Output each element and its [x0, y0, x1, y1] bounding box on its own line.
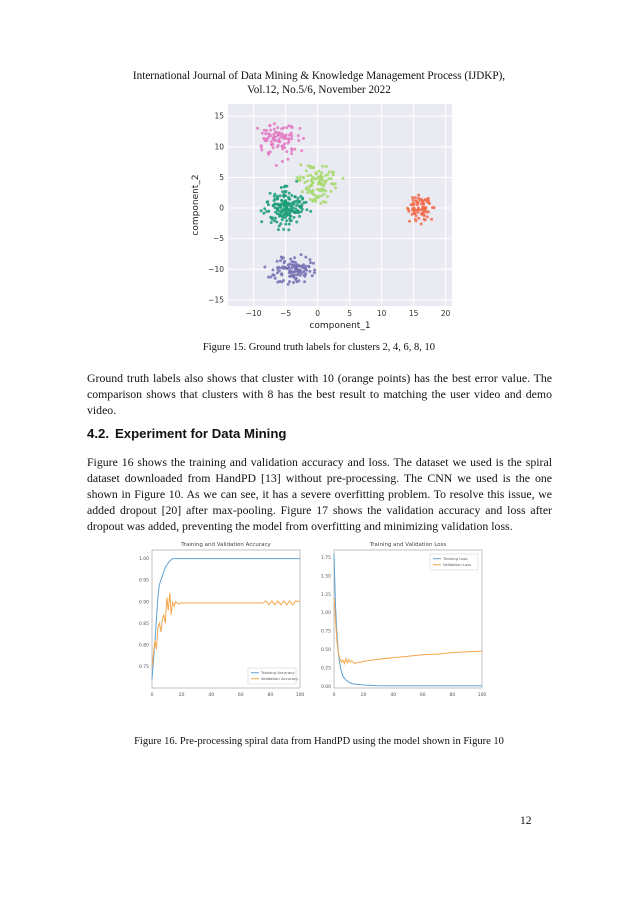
y-tick-label: 0.95 — [138, 578, 149, 584]
scatter-point — [304, 267, 307, 270]
scatter-point — [264, 132, 267, 135]
scatter-point — [261, 132, 264, 135]
y-tick-label: 1.00 — [138, 557, 149, 563]
scatter-point — [306, 180, 309, 183]
scatter-point — [293, 256, 296, 259]
scatter-point — [298, 215, 301, 218]
scatter-point — [256, 127, 259, 130]
x-tick-label: 5 — [347, 309, 352, 318]
scatter-point — [278, 133, 281, 136]
figure-16-loss-chart — [308, 538, 488, 704]
scatter-point — [288, 263, 291, 266]
paragraph-ground-truth: Ground truth labels also shows that cluster with 10 (orange points) has the best error value. The comparison shows that clusters with 8 has the best result to matching the user video and demo video. — [87, 371, 552, 417]
y-tick-label: 10 — [214, 142, 224, 152]
scatter-point — [272, 268, 275, 271]
scatter-point — [285, 150, 288, 153]
x-tick-label: 100 — [295, 693, 305, 698]
scatter-point — [290, 194, 293, 197]
scatter-point — [260, 220, 263, 223]
scatter-point — [320, 183, 323, 186]
scatter-point — [283, 142, 286, 145]
scatter-point — [325, 165, 328, 168]
scatter-point — [295, 221, 298, 224]
scatter-point — [330, 177, 333, 180]
scatter-point — [299, 195, 302, 198]
y-tick-label: 0.75 — [138, 664, 149, 670]
figure-15-caption: Figure 15. Ground truth labels for clusters 2, 4, 6, 8, 10 — [202, 342, 436, 353]
x-tick-label: 80 — [267, 693, 274, 698]
scatter-point — [290, 219, 293, 222]
scatter-point — [302, 270, 305, 273]
scatter-point — [260, 209, 263, 212]
scatter-point — [276, 126, 279, 129]
scatter-point — [300, 253, 303, 256]
scatter-point — [273, 195, 276, 198]
x-tick-label: −5 — [280, 309, 292, 318]
scatter-point — [278, 280, 281, 283]
scatter-point — [276, 195, 279, 198]
scatter-point — [302, 176, 305, 179]
y-tick-label: 5 — [219, 172, 224, 182]
scatter-point — [417, 197, 420, 200]
scatter-point — [301, 190, 304, 193]
scatter-point — [314, 171, 317, 174]
scatter-point — [284, 194, 287, 197]
y-tick-label: 0.85 — [138, 621, 149, 627]
x-tick-label: 0 — [150, 693, 154, 698]
scatter-point — [312, 262, 315, 265]
running-header — [0, 69, 638, 97]
page-number: 12 — [520, 815, 532, 827]
scatter-point — [331, 171, 334, 174]
y-tick-label: 1.00 — [320, 611, 331, 617]
scatter-point — [292, 260, 295, 263]
scatter-point — [303, 201, 306, 204]
scatter-point — [298, 200, 301, 203]
scatter-point — [288, 134, 291, 137]
scatter-point — [308, 270, 311, 273]
scatter-point — [287, 283, 290, 286]
x-tick-label: 0 — [332, 693, 336, 698]
scatter-point — [269, 192, 272, 195]
x-tick-label: 20 — [178, 693, 185, 698]
scatter-point — [282, 216, 285, 219]
scatter-point — [277, 266, 280, 269]
scatter-point — [269, 216, 272, 219]
scatter-point — [285, 190, 288, 193]
scatter-point — [288, 192, 291, 195]
scatter-point — [297, 197, 300, 200]
scatter-point — [276, 212, 279, 215]
x-tick-label: 60 — [237, 693, 244, 698]
scatter-point — [286, 158, 289, 161]
scatter-point — [272, 204, 275, 207]
scatter-point — [279, 194, 282, 197]
scatter-point — [269, 150, 272, 153]
scatter-point — [309, 261, 312, 264]
x-tick-label: 80 — [449, 693, 456, 698]
scatter-point — [295, 180, 298, 183]
scatter-point — [305, 208, 308, 211]
scatter-point — [267, 203, 270, 206]
scatter-point — [287, 228, 290, 231]
scatter-point — [289, 271, 292, 274]
paragraph-experiment: Figure 16 shows the training and validation accuracy and loss. The dataset we used is the spiral dataset downloaded from HandPD [13] without pre-processing. The CNN we used is the one shown in Figure 10. As we can see, it has a severe overfitting problem. To resolve this issue, we added dropout [20] after max-pooling. Figure 17 shows the validation accuracy and loss after dropout was added, preventing the model from overfitting and minimizing validation loss. — [87, 455, 552, 533]
scatter-point — [290, 152, 293, 155]
scatter-point — [288, 140, 291, 143]
legend-entry: Validation Accuracy — [261, 676, 299, 681]
scatter-point — [406, 207, 409, 210]
scatter-point — [306, 174, 309, 177]
scatter-point — [311, 199, 314, 202]
scatter-point — [296, 209, 299, 212]
y-tick-label: −10 — [208, 264, 224, 274]
scatter-point — [307, 164, 310, 167]
scatter-point — [277, 228, 280, 231]
scatter-point — [272, 133, 275, 136]
y-tick-label: 0.25 — [320, 666, 331, 672]
scatter-point — [269, 129, 272, 132]
scatter-point — [427, 210, 430, 213]
scatter-point — [411, 196, 414, 199]
scatter-point — [298, 264, 301, 267]
scatter-point — [313, 271, 316, 274]
scatter-point — [412, 199, 415, 202]
scatter-point — [421, 212, 424, 215]
scatter-point — [324, 190, 327, 193]
scatter-point — [266, 201, 269, 204]
scatter-point — [294, 195, 297, 198]
scatter-point — [286, 267, 289, 270]
scatter-point — [281, 190, 284, 193]
section-number: 4.2. — [87, 426, 109, 441]
scatter-point — [293, 216, 296, 219]
scatter-point — [320, 194, 323, 197]
scatter-point — [260, 146, 263, 149]
scatter-point — [278, 270, 281, 273]
scatter-point — [311, 176, 314, 179]
x-axis-label: component_1 — [309, 321, 371, 331]
legend-entry: Training Accuracy — [261, 670, 295, 675]
x-tick-label: 0 — [315, 309, 320, 318]
scatter-point — [311, 274, 314, 277]
scatter-point — [312, 181, 315, 184]
scatter-point — [293, 148, 296, 151]
scatter-point — [297, 279, 300, 282]
scatter-point — [309, 210, 312, 213]
scatter-point — [279, 222, 282, 225]
scatter-point — [289, 258, 292, 261]
scatter-point — [302, 137, 305, 140]
scatter-point — [332, 173, 335, 176]
x-tick-label: 10 — [376, 309, 387, 318]
scatter-point — [270, 221, 273, 224]
scatter-point — [326, 195, 329, 198]
scatter-point — [330, 190, 333, 193]
scatter-point — [280, 199, 283, 202]
scatter-point — [304, 272, 307, 275]
scatter-point — [286, 203, 289, 206]
scatter-point — [268, 124, 271, 127]
scatter-point — [299, 175, 302, 178]
scatter-point — [296, 176, 299, 179]
scatter-point — [281, 160, 284, 163]
scatter-point — [271, 273, 274, 276]
legend — [248, 668, 299, 684]
scatter-point — [285, 219, 288, 222]
scatter-point — [317, 170, 320, 173]
figure-16-caption: Figure 16. Pre-processing spiral data from HandPD using the model shown in Figure 10 — [134, 736, 504, 747]
scatter-point — [280, 145, 283, 148]
scatter-point — [279, 203, 282, 206]
scatter-point — [272, 137, 275, 140]
scatter-point — [280, 267, 283, 270]
scatter-point — [263, 266, 266, 269]
scatter-point — [326, 173, 329, 176]
x-tick-label: 60 — [419, 693, 426, 698]
scatter-point — [310, 178, 313, 181]
scatter-point — [308, 258, 311, 261]
scatter-point — [408, 220, 411, 223]
scatter-point — [280, 272, 283, 275]
x-tick-label: 100 — [477, 693, 487, 698]
scatter-point — [283, 267, 286, 270]
scatter-point — [413, 207, 416, 210]
scatter-point — [274, 277, 277, 280]
chart-title: Training and Validation Loss — [369, 542, 447, 548]
scatter-point — [420, 223, 423, 226]
figure-15-scatter-plot — [186, 100, 456, 332]
legend — [430, 554, 478, 570]
y-tick-label: 0.00 — [320, 685, 331, 691]
scatter-point — [328, 170, 331, 173]
scatter-point — [265, 210, 268, 213]
scatter-point — [272, 146, 275, 149]
scatter-point — [277, 139, 280, 142]
y-tick-label: 0.75 — [320, 629, 331, 635]
scatter-point — [306, 191, 309, 194]
scatter-point — [274, 217, 277, 220]
scatter-point — [293, 270, 296, 273]
section-title: Experiment for Data Mining — [115, 426, 287, 441]
scatter-point — [310, 166, 313, 169]
legend-entry: Validation Loss — [443, 562, 472, 567]
scatter-point — [321, 190, 324, 193]
plot-frame — [334, 550, 482, 688]
y-tick-label: 1.25 — [320, 592, 331, 598]
scatter-point — [288, 280, 291, 283]
scatter-point — [299, 127, 302, 130]
scatter-point — [276, 145, 279, 148]
x-tick-label: 40 — [208, 693, 215, 698]
x-tick-label: 15 — [408, 309, 419, 318]
scatter-point — [298, 205, 301, 208]
scatter-point — [298, 179, 301, 182]
scatter-point — [425, 198, 428, 201]
scatter-point — [301, 198, 304, 201]
scatter-point — [276, 131, 279, 134]
scatter-point — [320, 177, 323, 180]
scatter-point — [319, 202, 322, 205]
scatter-point — [334, 186, 337, 189]
scatter-point — [330, 182, 333, 185]
scatter-point — [413, 203, 416, 206]
scatter-point — [287, 137, 290, 140]
plot-frame — [152, 550, 300, 688]
journal-name: International Journal of Data Mining & Knowledge Management Process (IJDKP), — [132, 70, 506, 82]
y-axis-label: component_2 — [191, 174, 201, 236]
scatter-point — [265, 129, 268, 132]
scatter-point — [411, 213, 414, 216]
scatter-point — [292, 281, 295, 284]
scatter-point — [303, 280, 306, 283]
scatter-point — [291, 126, 294, 129]
scatter-point — [284, 223, 287, 226]
scatter-point — [420, 198, 423, 201]
scatter-point — [287, 196, 290, 199]
scatter-point — [263, 207, 266, 210]
scatter-point — [417, 208, 420, 211]
scatter-point — [297, 139, 300, 142]
scatter-point — [308, 185, 311, 188]
scatter-point — [298, 271, 301, 274]
scatter-point — [282, 228, 285, 231]
scatter-point — [289, 275, 292, 278]
legend-entry: Training Loss — [443, 556, 468, 561]
scatter-point — [417, 194, 420, 197]
y-tick-label: 0 — [219, 203, 224, 213]
scatter-point — [414, 196, 417, 199]
scatter-point — [290, 206, 293, 209]
scatter-point — [290, 137, 293, 140]
scatter-point — [267, 276, 270, 279]
scatter-point — [270, 140, 273, 143]
y-tick-label: 15 — [214, 111, 224, 121]
scatter-point — [262, 212, 265, 215]
scatter-point — [280, 127, 283, 130]
scatter-point — [309, 191, 312, 194]
scatter-point — [260, 149, 263, 152]
scatter-point — [422, 202, 425, 205]
scatter-point — [323, 193, 326, 196]
scatter-point — [273, 128, 276, 131]
scatter-point — [293, 211, 296, 214]
scatter-point — [283, 261, 286, 264]
scatter-point — [275, 221, 278, 224]
scatter-point — [300, 210, 303, 213]
y-tick-label: 0.80 — [138, 643, 149, 649]
scatter-point — [281, 134, 284, 137]
scatter-point — [277, 203, 280, 206]
scatter-point — [313, 269, 316, 272]
scatter-point — [290, 209, 293, 212]
x-tick-label: 20 — [360, 693, 367, 698]
scatter-point — [297, 134, 300, 137]
x-tick-label: 20 — [440, 309, 451, 318]
scatter-point — [321, 165, 324, 168]
y-tick-label: 0.50 — [320, 648, 331, 654]
chart-title: Training and Validation Accuracy — [181, 542, 271, 548]
scatter-point — [416, 202, 419, 205]
scatter-point — [299, 163, 302, 166]
scatter-point — [302, 263, 305, 266]
scatter-point — [273, 122, 276, 125]
scatter-point — [304, 256, 307, 259]
scatter-point — [289, 215, 292, 218]
scatter-point — [305, 169, 308, 172]
scatter-point — [322, 200, 325, 203]
scatter-point — [276, 260, 279, 263]
section-heading — [87, 426, 292, 441]
scatter-point — [284, 210, 287, 213]
scatter-point — [417, 217, 420, 220]
scatter-point — [342, 177, 345, 180]
scatter-point — [423, 206, 426, 209]
scatter-point — [293, 265, 296, 268]
scatter-point — [285, 126, 288, 129]
journal-volume: Vol.12, No.5/6, November 2022 — [247, 84, 391, 96]
scatter-point — [275, 164, 278, 167]
y-tick-label: 1.50 — [320, 574, 331, 580]
y-tick-label: −15 — [208, 295, 224, 305]
scatter-point — [279, 206, 282, 209]
scatter-point — [314, 200, 317, 203]
y-tick-label: −5 — [212, 234, 224, 244]
scatter-point — [414, 218, 417, 221]
scatter-point — [281, 257, 284, 260]
scatter-point — [288, 223, 291, 226]
scatter-point — [430, 218, 433, 221]
scatter-point — [317, 196, 320, 199]
scatter-point — [308, 265, 311, 268]
scatter-point — [279, 259, 282, 262]
scatter-point — [301, 208, 304, 211]
scatter-point — [300, 149, 303, 152]
figure-16-accuracy-chart — [126, 538, 306, 704]
scatter-point — [296, 273, 299, 276]
scatter-point — [265, 139, 268, 142]
scatter-point — [294, 200, 297, 203]
x-tick-label: −10 — [245, 309, 262, 318]
scatter-point — [274, 198, 277, 201]
scatter-point — [280, 186, 283, 189]
x-tick-label: 40 — [390, 693, 397, 698]
scatter-point — [290, 149, 293, 152]
scatter-point — [284, 185, 287, 188]
scatter-point — [270, 143, 273, 146]
scatter-point — [433, 206, 436, 209]
scatter-point — [278, 215, 281, 218]
scatter-point — [424, 218, 427, 221]
y-tick-label: 1.75 — [320, 555, 331, 561]
scatter-point — [286, 207, 289, 210]
y-tick-label: 0.90 — [138, 600, 149, 606]
scatter-point — [267, 132, 270, 135]
scatter-point — [426, 215, 429, 218]
scatter-point — [281, 147, 284, 150]
scatter-point — [320, 171, 323, 174]
scatter-point — [276, 208, 279, 211]
scatter-point — [294, 278, 297, 281]
scatter-point — [314, 194, 317, 197]
scatter-point — [303, 275, 306, 278]
